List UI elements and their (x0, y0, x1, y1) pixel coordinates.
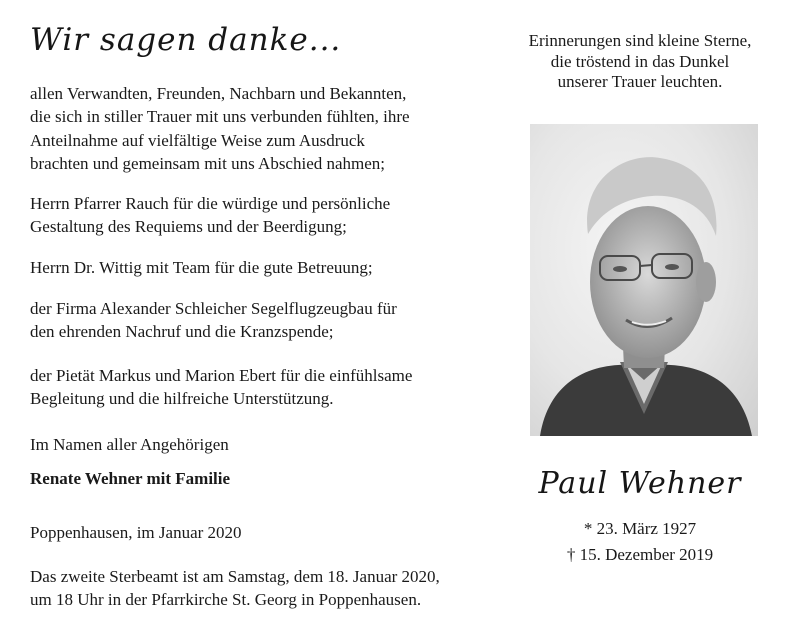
text-line: um 18 Uhr in der Pfarrkirche St. Georg in Poppenhausen. (30, 590, 422, 610)
text-line: Das zweite Sterbeamt ist am Samstag, dem 18. Januar 2020, (30, 567, 440, 586)
paragraph-pastor (30, 192, 390, 239)
quote-line: die tröstend in das Dunkel (550, 51, 730, 71)
service-notice (30, 565, 440, 612)
quote-line: unserer Trauer leuchten. (557, 72, 723, 91)
family-signature: Renate Wehner mit Familie (30, 469, 231, 488)
text-line: der Pietät Markus und Marion Ebert für die einfühlsame (30, 366, 413, 385)
portrait-photo-icon (530, 124, 758, 436)
text-line: Gestaltung des Requiems und der Beerdigung; (30, 217, 347, 237)
life-dates (510, 516, 770, 568)
death-date: † 15. Dezember 2019 (566, 545, 714, 564)
text-line: Begleitung und die hilfreiche Unterstützung. (30, 389, 334, 409)
paragraph-undertaker (30, 364, 412, 411)
paragraph-relatives (30, 82, 410, 175)
text-line: allen Verwandten, Freunden, Nachbarn und Bekannten, (30, 84, 407, 103)
text-line: den ehrenden Nachruf und die Kranzspende; (30, 322, 334, 342)
deceased-name: Paul Wehner (538, 466, 742, 501)
headline: Wir sagen danke... (30, 22, 342, 58)
birth-date: * 23. März 1927 (583, 519, 697, 538)
signoff-line: Im Namen aller Angehörigen (30, 435, 229, 454)
text-line: Herrn Dr. Wittig mit Team für die gute Betreuung; (30, 258, 373, 277)
text-line: brachten und gemeinsam mit uns Abschied nahmen; (30, 153, 386, 173)
quote-line: Erinnerungen sind kleine Sterne, (528, 31, 752, 50)
paragraph-doctor (30, 256, 373, 279)
memorial-quote (510, 31, 770, 93)
place-date: Poppenhausen, im Januar 2020 (30, 523, 242, 542)
text-line: Anteilnahme auf vielfältige Weise zum Ausdruck (30, 130, 365, 150)
text-line: die sich in stiller Trauer mit uns verbunden fühlten, ihre (30, 107, 410, 127)
portrait-photo (530, 124, 758, 436)
text-line: Herrn Pfarrer Rauch für die würdige und persönliche (30, 194, 391, 213)
text-line: der Firma Alexander Schleicher Segelflugzeugbau für (30, 299, 397, 318)
paragraph-company (30, 297, 397, 344)
